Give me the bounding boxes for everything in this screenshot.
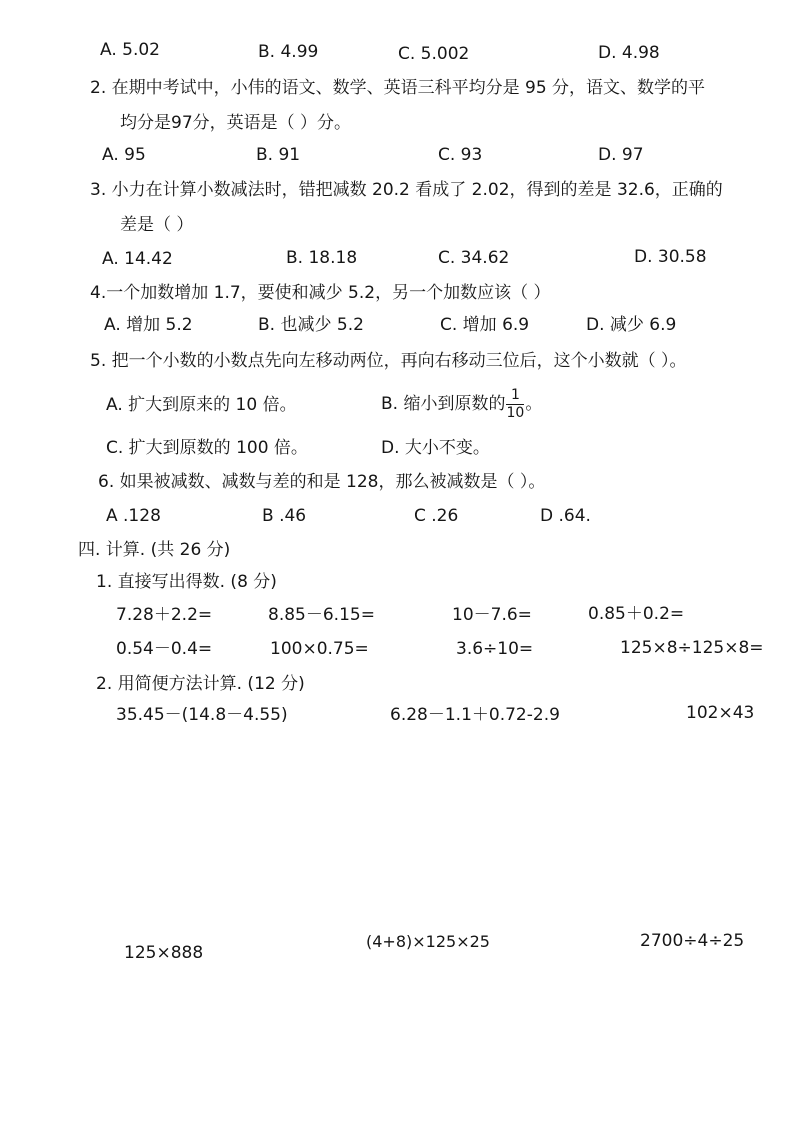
q5-option-d[interactable]: D. 大小不变。 — [381, 438, 490, 458]
part-2-title: 2. 用简便方法计算. (12 分) — [96, 674, 305, 694]
q5-option-b[interactable] — [381, 388, 542, 420]
q2-option-c[interactable]: C. 93 — [438, 145, 483, 165]
q3-text-line2: 差是（ ） — [120, 215, 194, 235]
q5-option-c[interactable]: C. 扩大到原数的 100 倍。 — [106, 438, 308, 458]
q2-option-b[interactable]: B. 91 — [256, 145, 301, 165]
q2-text-line2: 均分是97分，英语是（ ）分。 — [120, 113, 352, 133]
q6-option-d[interactable]: D .64. — [540, 506, 591, 526]
q5-text-line1: 5. 把一个小数的小数点先向左移动两位，再向右移动三位后，这个小数就（ ）。 — [90, 351, 687, 371]
q3-option-c[interactable]: C. 34.62 — [438, 248, 510, 268]
section-4-title: 四. 计算. (共 26 分) — [78, 540, 231, 560]
q3-option-b[interactable]: B. 18.18 — [286, 248, 358, 268]
part-1-title: 1. 直接写出得数. (8 分) — [96, 572, 277, 592]
q3-option-d[interactable]: D. 30.58 — [634, 247, 707, 267]
simplify-2-3: 2700÷4÷25 — [640, 933, 745, 950]
calc-2-3: 3.6÷10= — [456, 639, 534, 659]
q5-option-b-prefix: B. 缩小到原数的 — [381, 394, 506, 415]
q6-text-line1: 6. 如果被减数、减数与差的和是 128，那么被减数是（ ）。 — [98, 472, 546, 492]
q2-text-line1: 2. 在期中考试中，小伟的语文、数学、英语三科平均分是 95 分，语文、数学的平 — [90, 78, 706, 98]
q2-option-d[interactable]: D. 97 — [598, 145, 644, 165]
calc-2-2: 100×0.75= — [270, 639, 369, 659]
q1-option-c[interactable]: C. 5.002 — [398, 44, 470, 64]
simplify-2-1: 125×888 — [124, 943, 204, 963]
q4-option-b[interactable]: B. 也减少 5.2 — [258, 315, 364, 335]
q6-option-c[interactable]: C .26 — [414, 506, 459, 526]
q5-option-b-fraction — [506, 388, 524, 420]
q3-option-a[interactable]: A. 14.42 — [102, 249, 173, 269]
calc-2-4: 125×8÷125×8= — [620, 638, 764, 658]
simplify-1-3: 102×43 — [686, 705, 755, 722]
q4-option-a[interactable]: A. 增加 5.2 — [104, 315, 193, 335]
calc-2-1: 0.54－0.4= — [116, 639, 213, 659]
q1-option-a[interactable]: A. 5.02 — [100, 40, 160, 60]
fraction-denominator: 10 — [506, 404, 525, 421]
calc-1-2: 8.85－6.15= — [268, 605, 375, 625]
q5-option-b-suffix: 。 — [525, 394, 543, 415]
calc-1-4: 0.85＋0.2= — [588, 604, 685, 624]
q1-option-b[interactable]: B. 4.99 — [258, 42, 319, 62]
q3-text-line1: 3. 小力在计算小数减法时，错把减数 20.2 看成了 2.02，得到的差是 32.6，正确的 — [90, 180, 723, 200]
simplify-1-1: 35.45－(14.8－4.55) — [116, 705, 288, 725]
fraction-numerator: 1 — [506, 388, 524, 405]
q4-option-c[interactable]: C. 增加 6.9 — [440, 315, 530, 335]
calc-1-1: 7.28＋2.2= — [116, 605, 213, 625]
q4-option-d[interactable]: D. 减少 6.9 — [586, 315, 677, 335]
q6-option-a[interactable]: A .128 — [106, 506, 161, 526]
q4-text-line1: 4.一个加数增加 1.7，要使和减少 5.2，另一个加数应该（ ） — [90, 283, 551, 303]
q2-option-a[interactable]: A. 95 — [102, 145, 146, 165]
simplify-2-2: (4+8)×125×25 — [366, 932, 490, 951]
q6-option-b[interactable]: B .46 — [262, 506, 307, 526]
q5-option-a[interactable]: A. 扩大到原来的 10 倍。 — [106, 395, 297, 415]
q1-option-d[interactable]: D. 4.98 — [598, 43, 660, 63]
simplify-1-2: 6.28－1.1＋0.72-2.9 — [390, 705, 560, 725]
calc-1-3: 10－7.6= — [452, 605, 532, 625]
